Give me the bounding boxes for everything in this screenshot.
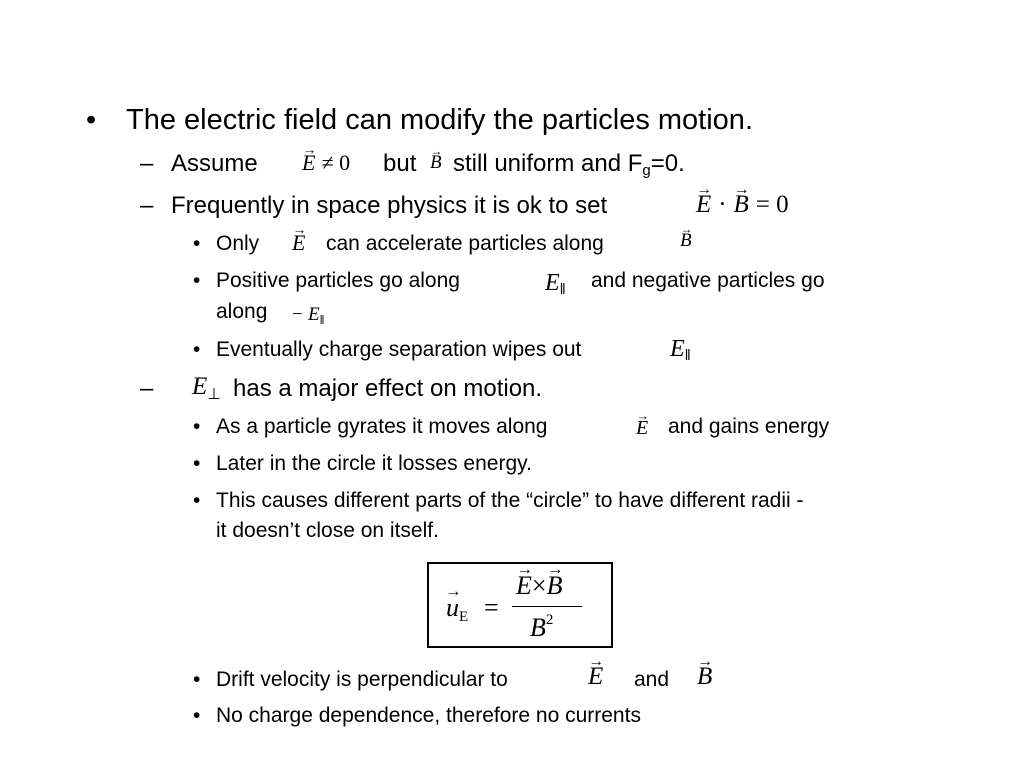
t8-text: No charge dependence, therefore no currents — [216, 704, 641, 727]
sub-1-still-uniform: still uniform and F — [453, 150, 643, 177]
sub-1-formula — [302, 150, 350, 176]
t4-E-wrap — [636, 417, 648, 440]
sub-3-perp: ⊥ — [207, 385, 221, 403]
bullet-1-marker: • — [86, 104, 97, 136]
t8-bullet: • — [193, 704, 201, 727]
t5-bullet: • — [193, 452, 201, 475]
t6-bullet: • — [193, 489, 201, 512]
sub-1-dash: – — [140, 150, 154, 177]
sub-3-E: E — [192, 373, 208, 400]
t1-bullet: • — [193, 232, 201, 255]
sub-2-dot: · — [718, 191, 727, 218]
t1-B-vector: → B — [680, 230, 692, 252]
t2-text-b: and negative particles go — [591, 269, 825, 292]
sub-1-neq-zero: ≠ 0 — [321, 150, 351, 175]
sub-2-B-vector: → B — [734, 191, 749, 219]
t7-E-wrap — [588, 662, 603, 691]
eq-num-B-vector: → B — [547, 571, 563, 601]
t7-text-a: Drift velocity is perpendicular to — [216, 668, 508, 691]
t7-E-vector: → E — [588, 663, 603, 691]
eq-den-power: 2 — [545, 612, 554, 628]
t6-text-a: This causes different parts of the “circle” to have different radii - — [216, 489, 804, 512]
sub-3-text: has a major effect on motion. — [233, 375, 543, 402]
eq-den-B: B — [530, 613, 546, 642]
t6-text-b: it doesn’t close on itself. — [216, 519, 439, 542]
eq-denominator — [530, 612, 553, 643]
sub-1-assume: Assume — [171, 150, 258, 177]
sub-1-B-vector-wrap — [430, 152, 442, 174]
sub-2-formula — [696, 190, 789, 219]
t1-text: can accelerate particles along — [326, 232, 604, 255]
eq-equals: = — [484, 593, 499, 622]
t5-text: Later in the circle it losses energy. — [216, 452, 532, 475]
t4-text-b: and gains energy — [668, 415, 830, 438]
t7-B-wrap — [697, 662, 712, 691]
eq-u-subscript: E — [459, 608, 469, 625]
sub-1-but: but — [383, 150, 417, 177]
t3-par: ‖ — [684, 348, 691, 365]
eq-fraction-bar — [512, 606, 582, 607]
sub-3-dash: – — [140, 375, 154, 402]
sub-2-text: Frequently in space physics it is ok to set — [171, 192, 608, 219]
sub-1-E-vector: → E — [302, 150, 315, 176]
sub-3-E-perp — [192, 372, 221, 401]
t1-only: Only — [216, 232, 260, 255]
t3-bullet: • — [193, 338, 201, 361]
t7-B-vector: → B — [697, 663, 712, 691]
t2-par2: ‖ — [319, 313, 325, 327]
t4-text-a: As a particle gyrates it moves along — [216, 415, 548, 438]
t1-B-wrap — [680, 230, 692, 252]
t3-E: E — [670, 336, 685, 362]
t1-E-vector: → E — [292, 230, 305, 256]
eq-u-vector: → u — [446, 593, 459, 623]
sub-2-E-vector: → E — [696, 191, 711, 219]
eq-times: × — [531, 571, 547, 600]
t2-E2: E — [308, 304, 320, 325]
sub-2-eq-zero: = 0 — [755, 191, 789, 218]
t2-text-a: Positive particles go along — [216, 269, 460, 292]
t2-text-c: along — [216, 300, 268, 323]
t2-minus-E-par — [292, 304, 324, 326]
t3-E-par — [670, 335, 691, 363]
bullet-1-text: The electric field can modify the particles motion. — [126, 104, 753, 136]
sub-1-eq-zero: =0. — [650, 150, 685, 177]
t2-E: E — [545, 270, 560, 296]
t2-minus: − — [292, 304, 303, 325]
t4-bullet: • — [193, 415, 201, 438]
t7-bullet: • — [193, 668, 201, 691]
eq-numerator — [516, 570, 562, 601]
sub-1-rest — [453, 150, 685, 178]
eq-num-E-vector: → E — [516, 571, 532, 601]
t7-and: and — [634, 668, 670, 691]
t4-E-vector: → E — [636, 417, 648, 440]
sub-1-B-vector: → B — [430, 152, 442, 174]
t2-E-par — [545, 269, 566, 297]
t1-E-wrap — [292, 230, 305, 256]
t2-bullet: • — [193, 269, 201, 292]
eq-lhs — [446, 592, 468, 623]
t2-par: ‖ — [559, 282, 566, 299]
sub-1-g-subscript: g — [642, 162, 651, 179]
sub-2-dash: – — [140, 192, 154, 219]
t3-text: Eventually charge separation wipes out — [216, 338, 582, 361]
